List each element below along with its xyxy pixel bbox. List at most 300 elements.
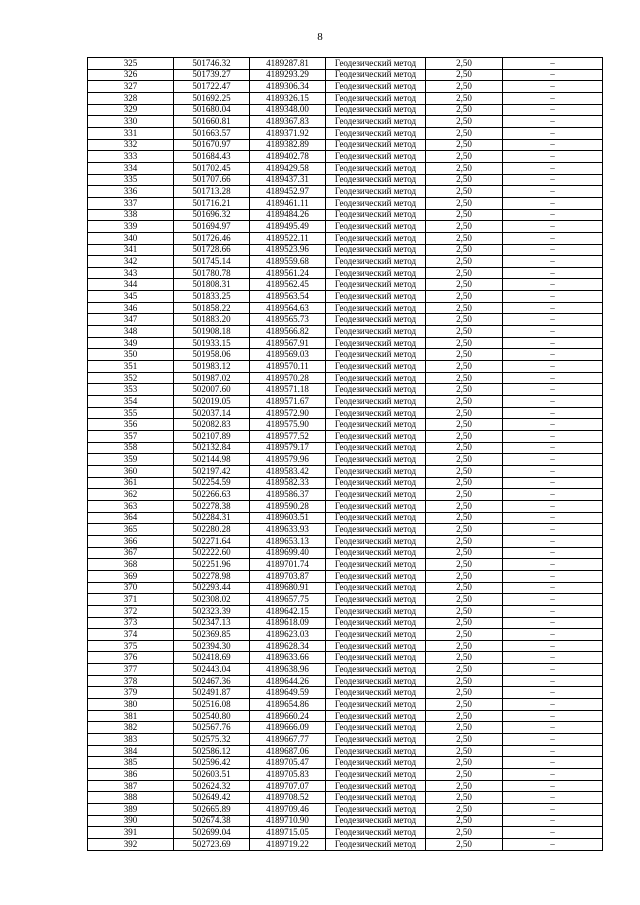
table-row	[88, 687, 603, 699]
point-number-cell: 374	[88, 629, 174, 641]
y-coordinate-cell: 4189715.05	[250, 827, 326, 839]
x-coordinate-cell: 501858.22	[174, 302, 250, 314]
table-row	[88, 489, 603, 501]
accuracy-cell: 2,50	[426, 232, 503, 244]
table-row	[88, 419, 603, 431]
accuracy-cell: 2,50	[426, 664, 503, 676]
y-coordinate-cell: 4189569.03	[250, 349, 326, 361]
accuracy-cell: 2,50	[426, 815, 503, 827]
point-number-cell: 391	[88, 827, 174, 839]
accuracy-cell: 2,50	[426, 314, 503, 326]
note-cell: –	[503, 431, 603, 443]
accuracy-cell: 2,50	[426, 640, 503, 652]
note-cell: –	[503, 162, 603, 174]
point-number-cell: 335	[88, 174, 174, 186]
accuracy-cell: 2,50	[426, 372, 503, 384]
y-coordinate-cell: 4189660.24	[250, 710, 326, 722]
accuracy-cell: 2,50	[426, 58, 503, 70]
y-coordinate-cell: 4189703.87	[250, 570, 326, 582]
y-coordinate-cell: 4189571.18	[250, 384, 326, 396]
method-cell: Геодезический метод	[326, 664, 426, 676]
point-number-cell: 373	[88, 617, 174, 629]
y-coordinate-cell: 4189564.63	[250, 302, 326, 314]
note-cell: –	[503, 780, 603, 792]
note-cell: –	[503, 279, 603, 291]
note-cell: –	[503, 804, 603, 816]
y-coordinate-cell: 4189667.77	[250, 734, 326, 746]
method-cell: Геодезический метод	[326, 500, 426, 512]
x-coordinate-cell: 502491.87	[174, 687, 250, 699]
y-coordinate-cell: 4189618.09	[250, 617, 326, 629]
table-row	[88, 209, 603, 221]
y-coordinate-cell: 4189523.96	[250, 244, 326, 256]
table-row	[88, 291, 603, 303]
method-cell: Геодезический метод	[326, 594, 426, 606]
x-coordinate-cell: 502197.42	[174, 465, 250, 477]
method-cell: Геодезический метод	[326, 419, 426, 431]
note-cell: –	[503, 186, 603, 198]
point-number-cell: 383	[88, 734, 174, 746]
point-number-cell: 331	[88, 127, 174, 139]
table-row	[88, 664, 603, 676]
accuracy-cell: 2,50	[426, 139, 503, 151]
accuracy-cell: 2,50	[426, 291, 503, 303]
accuracy-cell: 2,50	[426, 197, 503, 209]
table-row	[88, 477, 603, 489]
x-coordinate-cell: 502254.59	[174, 477, 250, 489]
method-cell: Геодезический метод	[326, 174, 426, 186]
method-cell: Геодезический метод	[326, 291, 426, 303]
accuracy-cell: 2,50	[426, 594, 503, 606]
y-coordinate-cell: 4189287.81	[250, 58, 326, 70]
table-row	[88, 559, 603, 571]
x-coordinate-cell: 502586.12	[174, 745, 250, 757]
note-cell: –	[503, 489, 603, 501]
table-row	[88, 384, 603, 396]
point-number-cell: 345	[88, 291, 174, 303]
method-cell: Геодезический метод	[326, 547, 426, 559]
note-cell: –	[503, 815, 603, 827]
y-coordinate-cell: 4189628.34	[250, 640, 326, 652]
accuracy-cell: 2,50	[426, 267, 503, 279]
note-cell: –	[503, 221, 603, 233]
point-number-cell: 352	[88, 372, 174, 384]
x-coordinate-cell: 502624.32	[174, 780, 250, 792]
note-cell: –	[503, 710, 603, 722]
x-coordinate-cell: 501883.20	[174, 314, 250, 326]
x-coordinate-cell: 502007.60	[174, 384, 250, 396]
x-coordinate-cell: 502540.80	[174, 710, 250, 722]
point-number-cell: 385	[88, 757, 174, 769]
note-cell: –	[503, 326, 603, 338]
y-coordinate-cell: 4189603.51	[250, 512, 326, 524]
table-row	[88, 442, 603, 454]
y-coordinate-cell: 4189579.17	[250, 442, 326, 454]
x-coordinate-cell: 502516.08	[174, 699, 250, 711]
table-row	[88, 127, 603, 139]
method-cell: Геодезический метод	[326, 769, 426, 781]
point-number-cell: 379	[88, 687, 174, 699]
accuracy-cell: 2,50	[426, 116, 503, 128]
x-coordinate-cell: 502567.76	[174, 722, 250, 734]
method-cell: Геодезический метод	[326, 209, 426, 221]
method-cell: Геодезический метод	[326, 535, 426, 547]
method-cell: Геодезический метод	[326, 512, 426, 524]
point-number-cell: 363	[88, 500, 174, 512]
x-coordinate-cell: 502278.98	[174, 570, 250, 582]
point-number-cell: 344	[88, 279, 174, 291]
point-number-cell: 351	[88, 361, 174, 373]
method-cell: Геодезический метод	[326, 232, 426, 244]
table-row	[88, 465, 603, 477]
table-row	[88, 69, 603, 81]
point-number-cell: 326	[88, 69, 174, 81]
method-cell: Геодезический метод	[326, 827, 426, 839]
method-cell: Геодезический метод	[326, 314, 426, 326]
x-coordinate-cell: 502603.51	[174, 769, 250, 781]
x-coordinate-cell: 502347.13	[174, 617, 250, 629]
point-number-cell: 366	[88, 535, 174, 547]
x-coordinate-cell: 502271.64	[174, 535, 250, 547]
table-row	[88, 337, 603, 349]
point-number-cell: 389	[88, 804, 174, 816]
y-coordinate-cell: 4189707.07	[250, 780, 326, 792]
x-coordinate-cell: 501987.02	[174, 372, 250, 384]
accuracy-cell: 2,50	[426, 431, 503, 443]
note-cell: –	[503, 454, 603, 466]
accuracy-cell: 2,50	[426, 81, 503, 93]
table-row	[88, 92, 603, 104]
method-cell: Геодезический метод	[326, 617, 426, 629]
x-coordinate-cell: 501745.14	[174, 256, 250, 268]
x-coordinate-cell: 501694.97	[174, 221, 250, 233]
method-cell: Геодезический метод	[326, 267, 426, 279]
note-cell: –	[503, 524, 603, 536]
table-row	[88, 361, 603, 373]
x-coordinate-cell: 502467.36	[174, 675, 250, 687]
note-cell: –	[503, 827, 603, 839]
note-cell: –	[503, 582, 603, 594]
x-coordinate-cell: 502575.32	[174, 734, 250, 746]
method-cell: Геодезический метод	[326, 81, 426, 93]
method-cell: Геодезический метод	[326, 349, 426, 361]
x-coordinate-cell: 501726.46	[174, 232, 250, 244]
point-number-cell: 350	[88, 349, 174, 361]
x-coordinate-cell: 502037.14	[174, 407, 250, 419]
y-coordinate-cell: 4189586.37	[250, 489, 326, 501]
point-number-cell: 329	[88, 104, 174, 116]
accuracy-cell: 2,50	[426, 652, 503, 664]
method-cell: Геодезический метод	[326, 92, 426, 104]
x-coordinate-cell: 501663.57	[174, 127, 250, 139]
coordinates-table	[87, 57, 603, 851]
note-cell: –	[503, 291, 603, 303]
x-coordinate-cell: 502596.42	[174, 757, 250, 769]
y-coordinate-cell: 4189710.90	[250, 815, 326, 827]
accuracy-cell: 2,50	[426, 279, 503, 291]
table-row	[88, 710, 603, 722]
y-coordinate-cell: 4189522.11	[250, 232, 326, 244]
note-cell: –	[503, 267, 603, 279]
x-coordinate-cell: 501739.27	[174, 69, 250, 81]
y-coordinate-cell: 4189566.82	[250, 326, 326, 338]
y-coordinate-cell: 4189293.29	[250, 69, 326, 81]
y-coordinate-cell: 4189429.58	[250, 162, 326, 174]
method-cell: Геодезический метод	[326, 745, 426, 757]
method-cell: Геодезический метод	[326, 361, 426, 373]
x-coordinate-cell: 502323.39	[174, 605, 250, 617]
point-number-cell: 342	[88, 256, 174, 268]
accuracy-cell: 2,50	[426, 629, 503, 641]
note-cell: –	[503, 396, 603, 408]
y-coordinate-cell: 4189590.28	[250, 500, 326, 512]
note-cell: –	[503, 337, 603, 349]
point-number-cell: 367	[88, 547, 174, 559]
table-row	[88, 722, 603, 734]
y-coordinate-cell: 4189571.67	[250, 396, 326, 408]
note-cell: –	[503, 734, 603, 746]
point-number-cell: 386	[88, 769, 174, 781]
x-coordinate-cell: 501702.45	[174, 162, 250, 174]
note-cell: –	[503, 465, 603, 477]
table-row	[88, 279, 603, 291]
y-coordinate-cell: 4189687.06	[250, 745, 326, 757]
point-number-cell: 356	[88, 419, 174, 431]
x-coordinate-cell: 501670.97	[174, 139, 250, 151]
method-cell: Геодезический метод	[326, 116, 426, 128]
point-number-cell: 361	[88, 477, 174, 489]
table-row	[88, 116, 603, 128]
method-cell: Геодезический метод	[326, 127, 426, 139]
point-number-cell: 348	[88, 326, 174, 338]
x-coordinate-cell: 502284.31	[174, 512, 250, 524]
accuracy-cell: 2,50	[426, 465, 503, 477]
point-number-cell: 355	[88, 407, 174, 419]
table-row	[88, 244, 603, 256]
accuracy-cell: 2,50	[426, 722, 503, 734]
point-number-cell: 371	[88, 594, 174, 606]
point-number-cell: 358	[88, 442, 174, 454]
table-row	[88, 757, 603, 769]
accuracy-cell: 2,50	[426, 104, 503, 116]
accuracy-cell: 2,50	[426, 617, 503, 629]
x-coordinate-cell: 501713.28	[174, 186, 250, 198]
table-row	[88, 838, 603, 850]
method-cell: Геодезический метод	[326, 570, 426, 582]
y-coordinate-cell: 4189633.93	[250, 524, 326, 536]
y-coordinate-cell: 4189582.33	[250, 477, 326, 489]
table-row	[88, 827, 603, 839]
point-number-cell: 327	[88, 81, 174, 93]
method-cell: Геодезический метод	[326, 477, 426, 489]
method-cell: Геодезический метод	[326, 465, 426, 477]
note-cell: –	[503, 197, 603, 209]
y-coordinate-cell: 4189705.47	[250, 757, 326, 769]
point-number-cell: 377	[88, 664, 174, 676]
method-cell: Геодезический метод	[326, 151, 426, 163]
method-cell: Геодезический метод	[326, 337, 426, 349]
method-cell: Геодезический метод	[326, 815, 426, 827]
note-cell: –	[503, 512, 603, 524]
accuracy-cell: 2,50	[426, 162, 503, 174]
table-row	[88, 582, 603, 594]
x-coordinate-cell: 501660.81	[174, 116, 250, 128]
note-cell: –	[503, 664, 603, 676]
point-number-cell: 333	[88, 151, 174, 163]
accuracy-cell: 2,50	[426, 605, 503, 617]
point-number-cell: 372	[88, 605, 174, 617]
table-row	[88, 314, 603, 326]
method-cell: Геодезический метод	[326, 396, 426, 408]
note-cell: –	[503, 477, 603, 489]
note-cell: –	[503, 139, 603, 151]
x-coordinate-cell: 502443.04	[174, 664, 250, 676]
x-coordinate-cell: 502144.98	[174, 454, 250, 466]
point-number-cell: 359	[88, 454, 174, 466]
note-cell: –	[503, 92, 603, 104]
method-cell: Геодезический метод	[326, 197, 426, 209]
y-coordinate-cell: 4189719.22	[250, 838, 326, 850]
x-coordinate-cell: 501808.31	[174, 279, 250, 291]
method-cell: Геодезический метод	[326, 734, 426, 746]
method-cell: Геодезический метод	[326, 780, 426, 792]
note-cell: –	[503, 151, 603, 163]
table-row	[88, 780, 603, 792]
point-number-cell: 353	[88, 384, 174, 396]
note-cell: –	[503, 209, 603, 221]
table-row	[88, 151, 603, 163]
accuracy-cell: 2,50	[426, 489, 503, 501]
x-coordinate-cell: 502293.44	[174, 582, 250, 594]
accuracy-cell: 2,50	[426, 500, 503, 512]
note-cell: –	[503, 629, 603, 641]
accuracy-cell: 2,50	[426, 419, 503, 431]
x-coordinate-cell: 502665.89	[174, 804, 250, 816]
y-coordinate-cell: 4189326.15	[250, 92, 326, 104]
method-cell: Геодезический метод	[326, 162, 426, 174]
accuracy-cell: 2,50	[426, 827, 503, 839]
y-coordinate-cell: 4189657.75	[250, 594, 326, 606]
y-coordinate-cell: 4189623.03	[250, 629, 326, 641]
table-row	[88, 547, 603, 559]
point-number-cell: 357	[88, 431, 174, 443]
point-number-cell: 346	[88, 302, 174, 314]
accuracy-cell: 2,50	[426, 69, 503, 81]
accuracy-cell: 2,50	[426, 186, 503, 198]
accuracy-cell: 2,50	[426, 512, 503, 524]
point-number-cell: 337	[88, 197, 174, 209]
point-number-cell: 347	[88, 314, 174, 326]
method-cell: Геодезический метод	[326, 384, 426, 396]
accuracy-cell: 2,50	[426, 559, 503, 571]
note-cell: –	[503, 384, 603, 396]
method-cell: Геодезический метод	[326, 675, 426, 687]
y-coordinate-cell: 4189563.54	[250, 291, 326, 303]
method-cell: Геодезический метод	[326, 699, 426, 711]
point-number-cell: 354	[88, 396, 174, 408]
table-row	[88, 396, 603, 408]
point-number-cell: 364	[88, 512, 174, 524]
note-cell: –	[503, 699, 603, 711]
note-cell: –	[503, 302, 603, 314]
x-coordinate-cell: 501707.66	[174, 174, 250, 186]
table-row	[88, 617, 603, 629]
note-cell: –	[503, 687, 603, 699]
y-coordinate-cell: 4189653.13	[250, 535, 326, 547]
accuracy-cell: 2,50	[426, 337, 503, 349]
method-cell: Геодезический метод	[326, 524, 426, 536]
x-coordinate-cell: 502082.83	[174, 419, 250, 431]
accuracy-cell: 2,50	[426, 244, 503, 256]
table-row	[88, 454, 603, 466]
method-cell: Геодезический метод	[326, 372, 426, 384]
x-coordinate-cell: 501680.04	[174, 104, 250, 116]
y-coordinate-cell: 4189633.66	[250, 652, 326, 664]
method-cell: Геодезический метод	[326, 326, 426, 338]
method-cell: Геодезический метод	[326, 710, 426, 722]
note-cell: –	[503, 640, 603, 652]
note-cell: –	[503, 559, 603, 571]
table-row	[88, 186, 603, 198]
table-row	[88, 174, 603, 186]
point-number-cell: 368	[88, 559, 174, 571]
note-cell: –	[503, 745, 603, 757]
point-number-cell: 362	[88, 489, 174, 501]
note-cell: –	[503, 722, 603, 734]
x-coordinate-cell: 502699.04	[174, 827, 250, 839]
y-coordinate-cell: 4189452.97	[250, 186, 326, 198]
table-row	[88, 815, 603, 827]
table-row	[88, 524, 603, 536]
table-row	[88, 197, 603, 209]
note-cell: –	[503, 769, 603, 781]
point-number-cell: 380	[88, 699, 174, 711]
note-cell: –	[503, 407, 603, 419]
note-cell: –	[503, 349, 603, 361]
y-coordinate-cell: 4189638.96	[250, 664, 326, 676]
method-cell: Геодезический метод	[326, 640, 426, 652]
x-coordinate-cell: 501696.32	[174, 209, 250, 221]
note-cell: –	[503, 174, 603, 186]
accuracy-cell: 2,50	[426, 221, 503, 233]
y-coordinate-cell: 4189565.73	[250, 314, 326, 326]
table-row	[88, 629, 603, 641]
accuracy-cell: 2,50	[426, 804, 503, 816]
table-row	[88, 500, 603, 512]
x-coordinate-cell: 501692.25	[174, 92, 250, 104]
y-coordinate-cell: 4189382.89	[250, 139, 326, 151]
accuracy-cell: 2,50	[426, 745, 503, 757]
table-row	[88, 734, 603, 746]
x-coordinate-cell: 501833.25	[174, 291, 250, 303]
point-number-cell: 378	[88, 675, 174, 687]
note-cell: –	[503, 617, 603, 629]
y-coordinate-cell: 4189708.52	[250, 792, 326, 804]
table-row	[88, 792, 603, 804]
table-row	[88, 58, 603, 70]
y-coordinate-cell: 4189666.09	[250, 722, 326, 734]
accuracy-cell: 2,50	[426, 699, 503, 711]
y-coordinate-cell: 4189348.00	[250, 104, 326, 116]
table-row	[88, 232, 603, 244]
table-row	[88, 302, 603, 314]
point-number-cell: 328	[88, 92, 174, 104]
y-coordinate-cell: 4189709.46	[250, 804, 326, 816]
accuracy-cell: 2,50	[426, 477, 503, 489]
table-row	[88, 652, 603, 664]
method-cell: Геодезический метод	[326, 629, 426, 641]
x-coordinate-cell: 501908.18	[174, 326, 250, 338]
